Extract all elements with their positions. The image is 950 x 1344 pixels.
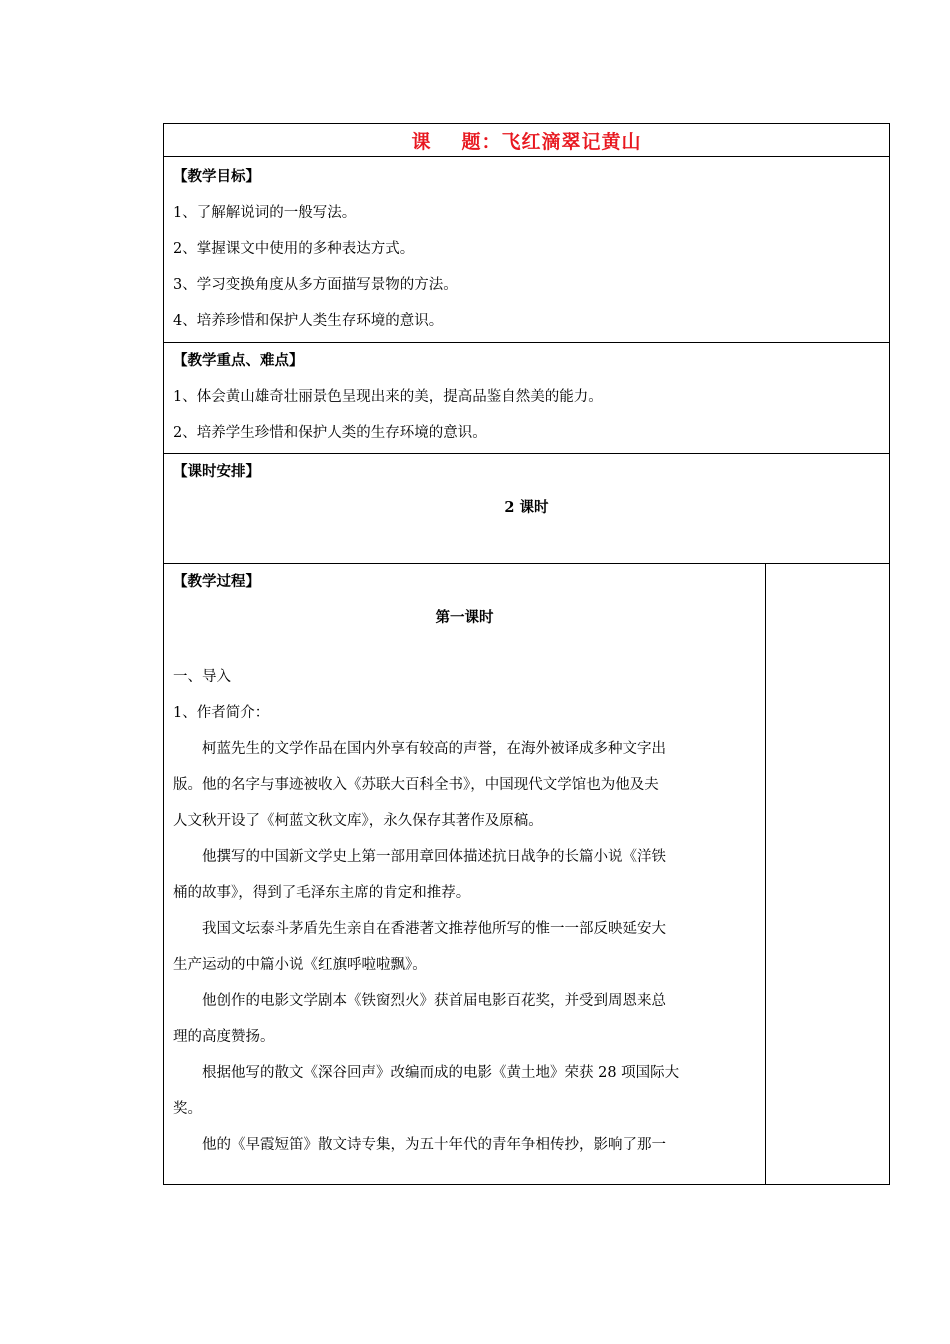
title-row <box>164 124 889 157</box>
objective-item: 2、掌握课文中使用的多种表达方式。 <box>173 241 415 257</box>
text-line: 人文秋开设了《柯蓝文秋文库》，永久保存其著作及原稿。 <box>173 813 543 829</box>
text-line: 我国文坛泰斗茅盾先生亲自在香港著文推荐他所写的惟一一部反映延安大 <box>173 921 666 937</box>
key-points-header: 【教学重点、难点】 <box>173 352 304 369</box>
process-header: 【教学过程】 <box>173 573 260 590</box>
title-prefix: 课 <box>411 131 432 153</box>
lesson-title <box>164 127 889 154</box>
title-text: 题：飞红滴翠记黄山 <box>461 131 642 153</box>
objective-item: 1、了解解说词的一般写法。 <box>173 205 357 221</box>
subsection-heading: 1、作者简介： <box>173 705 270 721</box>
text-line: 奖。 <box>173 1101 202 1117</box>
text-line: 他创作的电影文学剧本《铁窗烈火》获首届电影百花奖，并受到周恩来总 <box>173 993 666 1009</box>
objectives-row <box>164 157 889 343</box>
lesson-heading: 第一课时 <box>435 609 494 626</box>
lesson-plan-table <box>163 123 890 1185</box>
schedule-value: 2 课时 <box>504 499 549 516</box>
text-line: 版。他的名字与事迹被收入《苏联大百科全书》，中国现代文学馆也为他及夫 <box>173 777 659 793</box>
text-line: 他撰写的中国新文学史上第一部用章回体描述抗日战争的长篇小说《洋铁 <box>173 849 666 865</box>
notes-column <box>765 564 766 1184</box>
key-point-item: 2、培养学生珍惜和保护人类的生存环境的意识。 <box>173 425 487 441</box>
key-points-row <box>164 343 889 454</box>
objective-item: 4、培养珍惜和保护人类生存环境的意识。 <box>173 313 444 329</box>
section-heading: 一、导入 <box>173 669 231 685</box>
text-line: 理的高度赞扬。 <box>173 1029 275 1045</box>
objective-item: 3、学习变换角度从多方面描写景物的方法。 <box>173 277 458 293</box>
text-line: 他的《早霞短笛》散文诗专集，为五十年代的青年争相传抄，影响了那一 <box>173 1137 666 1153</box>
text-line: 根据他写的散文《深谷回声》改编而成的电影《黄土地》荣获 28 项国际大 <box>173 1065 680 1081</box>
key-point-item: 1、体会黄山雄奇壮丽景色呈现出来的美，提高品鉴自然美的能力。 <box>173 389 603 405</box>
text-line: 桶的故事》，得到了毛泽东主席的肯定和推荐。 <box>173 885 471 901</box>
text-line: 生产运动的中篇小说《红旗呼啦啦飘》。 <box>173 957 427 973</box>
objectives-header: 【教学目标】 <box>173 168 260 185</box>
text-line: 柯蓝先生的文学作品在国内外享有较高的声誉，在海外被译成多种文字出 <box>173 741 666 757</box>
schedule-header: 【课时安排】 <box>173 463 260 480</box>
schedule-row <box>164 454 889 564</box>
process-row <box>164 564 889 1184</box>
